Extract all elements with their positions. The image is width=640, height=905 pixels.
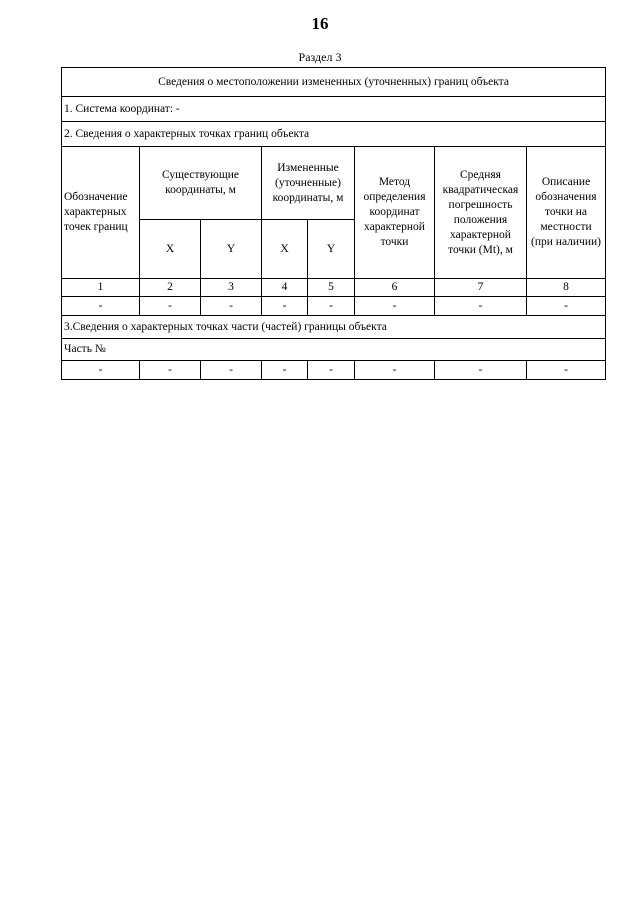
header-accuracy: Средняя квадратическая погрешность положения характерной точки (Mt), м [435, 147, 527, 279]
header-x-changed: X [262, 220, 308, 279]
column-number: 7 [435, 279, 527, 297]
table-cell: - [435, 361, 527, 380]
table-row [62, 361, 606, 380]
table-cell: - [308, 297, 355, 316]
header-method: Метод определения координат характерной точки [355, 147, 435, 279]
part-label: Часть № [62, 339, 606, 361]
header-existing-coords: Существующие координаты, м [140, 147, 262, 220]
table-cell: - [308, 361, 355, 380]
column-number: 2 [140, 279, 201, 297]
table-cell: - [140, 361, 201, 380]
header-y-existing: Y [201, 220, 262, 279]
table-cell: - [262, 297, 308, 316]
table-cell: - [527, 361, 606, 380]
table-cell: - [201, 297, 262, 316]
table-cell: - [527, 297, 606, 316]
table-cell: - [355, 297, 435, 316]
column-number: 4 [262, 279, 308, 297]
column-number: 5 [308, 279, 355, 297]
points-heading: 2. Сведения о характерных точках границ объекта [62, 122, 606, 147]
table-cell: - [435, 297, 527, 316]
column-number: 1 [62, 279, 140, 297]
table-cell: - [201, 361, 262, 380]
column-number: 8 [527, 279, 606, 297]
boundary-table [61, 67, 606, 380]
section-label: Раздел 3 [298, 50, 342, 64]
table-title: Сведения о местоположении измененных (уточненных) границ объекта [62, 68, 606, 97]
page-number: 16 [311, 14, 329, 33]
coordinate-system: 1. Система координат: - [62, 97, 606, 122]
column-number-row [62, 279, 606, 297]
header-description: Описание обозначения точки на местности (при наличии) [527, 147, 606, 279]
table-cell: - [355, 361, 435, 380]
table-cell: - [262, 361, 308, 380]
header-changed-coords: Измененные (уточненные) координаты, м [262, 147, 355, 220]
table-row [62, 297, 606, 316]
parts-heading: 3.Сведения о характерных точках части (частей) границы объекта [62, 316, 606, 339]
column-number: 3 [201, 279, 262, 297]
header-point-designation: Обозначение характерных точек границ [62, 147, 140, 279]
table-cell: - [140, 297, 201, 316]
header-y-changed: Y [308, 220, 355, 279]
table-cell: - [62, 297, 140, 316]
table-cell: - [62, 361, 140, 380]
header-x-existing: X [140, 220, 201, 279]
column-number: 6 [355, 279, 435, 297]
